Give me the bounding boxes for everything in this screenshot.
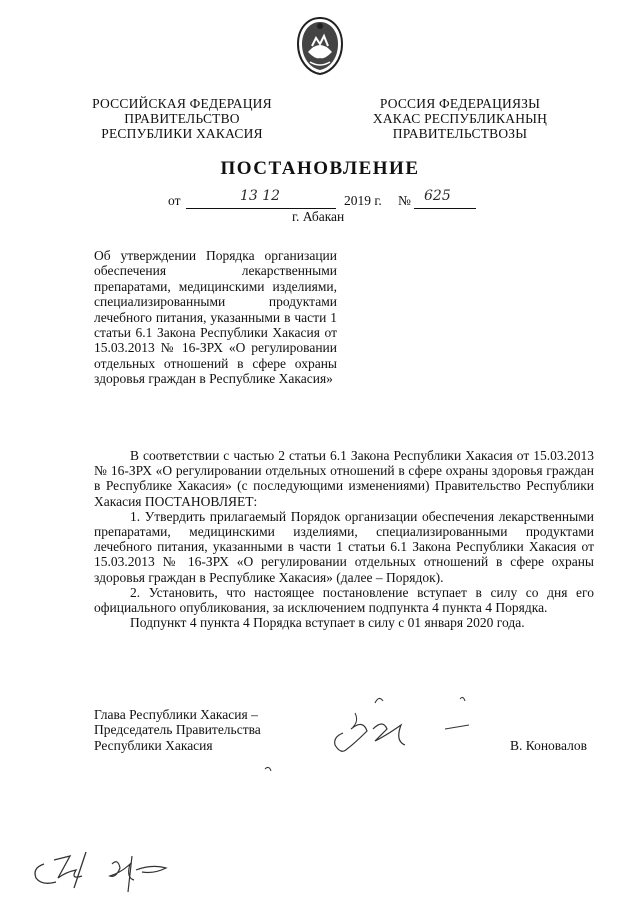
handwritten-initials — [30, 848, 200, 898]
body-paragraph: 2. Установить, что настоящее постановление вступает в силу со дня его официального опубликования, за исключением подпункта 4 пункта 4 Порядка. — [94, 584, 594, 616]
body-paragraph: 1. Утвердить прилагаемый Порядок организации обеспечения лекарственными препаратами, медицинскими изделиями, специализированными продуктами лечебного питания, указанными в части 1 статьи 6.1 Закона Республики Хакасия от 15.03.2013 № 16-ЗРХ «О регулировании отдельных отношений в сфере охраны здоровья граждан в Республике Хакасия» (далее – Порядок). — [94, 508, 594, 585]
city-label: г. Абакан — [292, 209, 345, 224]
coat-of-arms-emblem — [294, 16, 346, 76]
header-left-line: ПРАВИТЕЛЬСТВО — [124, 111, 240, 126]
header-right — [360, 96, 560, 141]
body-paragraph: В соответствии с частью 2 статьи 6.1 Закона Республики Хакасия от 15.03.2013 № 16-ЗРХ «О регулировании отдельных отношений в сфере охраны здоровья граждан в Республике Хакасия» (с последующими изменениями) Правительство Республики Хакасия ПОСТАНОВЛЯЕТ: — [94, 448, 594, 509]
date-year: 2019 г. — [344, 193, 382, 208]
signatory-name: В. Коновалов — [510, 738, 587, 753]
header-left-line: РОССИЙСКАЯ ФЕДЕРАЦИЯ — [92, 96, 272, 111]
signatory-position-line: Республики Хакасия — [94, 737, 213, 753]
document-subject — [94, 248, 337, 387]
signatory-position-line: Председатель Правительства — [94, 722, 261, 738]
header-right-line: ХАКАС РЕСПУБЛИКАНЫҢ — [372, 111, 548, 126]
signatory-position — [94, 707, 261, 753]
body-paragraph: Подпункт 4 пункта 4 Порядка вступает в силу с 01 января 2020 года. — [130, 615, 525, 631]
header-left — [84, 96, 280, 141]
subject-text: Об утверждении Порядка организации обеспечения лекарственными препаратами, медицинскими изделиями, специализированными продуктами лечебного питания, указанными в части 1 статьи 6.1 Закона Республики Хакасия от 15.03.2013 № 16-ЗРХ «О регулировании отдельных отношений в сфере охраны здоровья граждан в Республике Хакасия» — [94, 248, 337, 387]
number-handwritten: 625 — [424, 188, 451, 204]
document-title: ПОСТАНОВЛЕНИЕ — [220, 158, 420, 179]
number-label: № — [398, 193, 411, 208]
document-body — [94, 448, 594, 630]
signatory-position-line: Глава Республики Хакасия – — [94, 707, 258, 722]
header-right-line: ПРАВИТЕЛЬСТВОЗЫ — [392, 126, 528, 141]
handwritten-signature — [255, 685, 485, 780]
header-right-line: РОССИЯ ФЕДЕРАЦИЯЗЫ — [379, 96, 541, 111]
header-left-line: РЕСПУБЛИКИ ХАКАСИЯ — [101, 126, 263, 141]
date-handwritten: 13 12 — [240, 188, 281, 204]
date-from-label: от — [168, 193, 181, 208]
